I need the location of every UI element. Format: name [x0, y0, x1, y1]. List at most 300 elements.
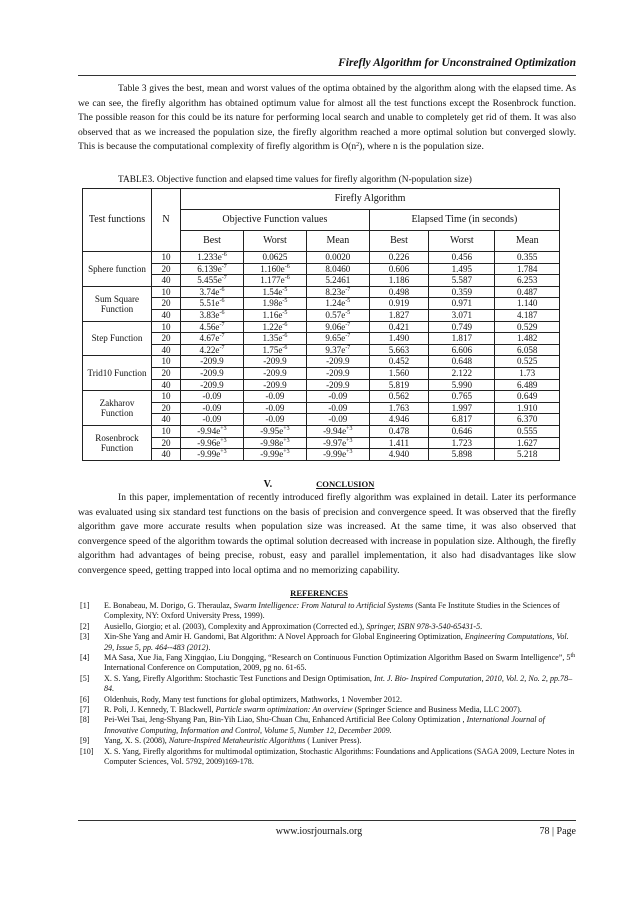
objective-best-cell — [181, 402, 244, 414]
time-worst-cell: 0.359 — [429, 286, 495, 298]
time-best-cell: 1.411 — [369, 437, 428, 449]
reference-text: R. Poli, J. Kennedy, T. Blackwell, — [104, 705, 216, 715]
time-mean-cell: 1.784 — [495, 263, 560, 275]
objective-worst-cell-value: -209.9 — [263, 356, 287, 367]
population-size-cell: 10 — [152, 321, 181, 333]
objective-mean-cell-exponent: -7 — [345, 321, 351, 328]
time-best-cell: 1.763 — [369, 402, 428, 414]
objective-worst-cell-exponent: -5 — [282, 286, 288, 293]
population-size-cell: 20 — [152, 367, 181, 379]
objective-mean-cell-value: 0.0020 — [325, 252, 351, 262]
reference-item — [80, 622, 576, 632]
objective-best-cell — [181, 449, 244, 461]
time-best-cell: 1.560 — [369, 367, 428, 379]
objective-mean-cell-exponent: -7 — [345, 344, 351, 351]
time-best-cell: 0.562 — [369, 391, 428, 403]
objective-mean-cell-value: -209.9 — [326, 356, 350, 367]
conclusion-paragraph — [78, 491, 576, 579]
time-best-cell: 0.226 — [369, 252, 428, 264]
objective-mean-cell-value: -9.97e — [323, 437, 347, 448]
objective-mean-cell-value: 8.0460 — [325, 263, 351, 274]
reference-item — [80, 736, 576, 746]
population-size-cell: 40 — [152, 414, 181, 426]
time-mean-cell: 0.529 — [495, 321, 560, 333]
time-best-cell: 0.606 — [369, 263, 428, 275]
objective-best-cell — [181, 275, 244, 287]
objective-mean-cell — [306, 298, 369, 310]
objective-mean-cell-value: 5.2461 — [325, 275, 351, 286]
reference-text: MA Sasa, Xue Jia, Fang Xingqiao, Liu Dongqing, “Research on Continuous Function Optimization Algorithm Based on Swarm Intelligence”, 5 — [104, 653, 571, 663]
objective-best-cell — [181, 414, 244, 426]
objective-best-cell-exponent: +3 — [220, 425, 227, 432]
objective-mean-cell-value: -209.9 — [326, 367, 350, 378]
time-mean-cell: 1.627 — [495, 437, 560, 449]
time-mean-cell: 0.487 — [495, 286, 560, 298]
time-worst-cell: 1.495 — [429, 263, 495, 275]
header-obj-mean: Mean — [306, 231, 369, 252]
objective-mean-cell — [306, 449, 369, 461]
objective-worst-cell-value: 1.98e — [262, 298, 283, 309]
reference-item — [80, 747, 576, 768]
objective-worst-cell-exponent: -6 — [284, 263, 290, 270]
objective-best-cell — [181, 286, 244, 298]
time-best-cell: 4.946 — [369, 414, 428, 426]
population-size-cell: 10 — [152, 252, 181, 264]
objective-best-cell-value: -9.94e — [197, 425, 221, 436]
time-mean-cell: 6.058 — [495, 344, 560, 356]
objective-best-cell-value: 5.455e — [197, 275, 222, 286]
objective-best-cell — [181, 309, 244, 321]
objective-mean-cell-value: 8.23e — [325, 286, 346, 297]
reference-text: ( Luniver Press). — [305, 736, 362, 746]
objective-worst-cell — [243, 333, 306, 345]
time-worst-cell: 0.971 — [429, 298, 495, 310]
time-worst-cell: 0.648 — [429, 356, 495, 368]
objective-best-cell — [181, 425, 244, 437]
reference-item — [80, 653, 576, 674]
time-best-cell: 0.452 — [369, 356, 428, 368]
population-size-cell: 40 — [152, 379, 181, 391]
references-list — [80, 601, 576, 768]
objective-best-cell-value: 1.233e — [197, 252, 222, 262]
objective-worst-cell-value: -0.09 — [265, 414, 285, 425]
time-worst-cell: 1.817 — [429, 333, 495, 345]
objective-mean-cell — [306, 367, 369, 379]
time-best-cell: 1.490 — [369, 333, 428, 345]
header-rule — [78, 75, 576, 76]
footer-url: www.iosrjournals.org — [275, 826, 363, 837]
population-size-cell: 10 — [152, 356, 181, 368]
objective-best-cell-value: -0.09 — [202, 414, 222, 425]
objective-best-cell — [181, 437, 244, 449]
objective-best-cell-exponent: -7 — [219, 333, 225, 340]
reference-item — [80, 674, 576, 695]
objective-worst-cell — [243, 367, 306, 379]
objective-worst-cell-value: -9.95e — [260, 425, 284, 436]
objective-worst-cell-exponent: -5 — [282, 309, 288, 316]
time-mean-cell: 1.482 — [495, 333, 560, 345]
table-row — [83, 437, 560, 449]
population-size-cell: 20 — [152, 298, 181, 310]
population-size-cell: 20 — [152, 263, 181, 275]
objective-worst-cell-value: 1.75e — [262, 344, 283, 355]
objective-best-cell-value: 4.22e — [199, 344, 220, 355]
footer-page-number: 78 | Page — [539, 826, 576, 837]
time-worst-cell: 5.587 — [429, 275, 495, 287]
time-best-cell: 0.498 — [369, 286, 428, 298]
header-test-functions: Test functions — [83, 189, 152, 252]
objective-worst-cell-value: 1.16e — [262, 309, 283, 320]
reference-text: E. Bonabeau, M. Dorigo, G. Theraulaz, — [104, 601, 234, 610]
time-mean-cell: 5.218 — [495, 449, 560, 461]
reference-text: . — [208, 642, 211, 652]
objective-mean-cell — [306, 286, 369, 298]
objective-best-cell — [181, 344, 244, 356]
table-caption: TABLE3. Objective function and elapsed time values for firefly algorithm (N-population size) — [118, 175, 472, 185]
table-row — [83, 309, 560, 321]
header-time-mean: Mean — [495, 231, 560, 252]
population-size-cell: 20 — [152, 333, 181, 345]
objective-mean-cell-value: 1.24e — [325, 298, 346, 309]
reference-text: Pei-Wei Tsai, Jeng-Shyang Pan, Bin-Yih Liao, Shu-Chuan Chu, Enhanced Artificial Bee Colony Optimization , — [104, 715, 467, 725]
objective-mean-cell-value: -9.99e — [323, 449, 347, 460]
time-best-cell: 1.186 — [369, 275, 428, 287]
objective-mean-cell-value: -0.09 — [328, 402, 348, 413]
objective-mean-cell — [306, 344, 369, 356]
reference-number: [8] — [80, 715, 90, 725]
time-worst-cell: 2.122 — [429, 367, 495, 379]
objective-best-cell-value: -209.9 — [200, 379, 224, 390]
objective-worst-cell-exponent: +3 — [283, 437, 290, 444]
reference-text: Particle swarm optimization: An overview — [215, 705, 353, 715]
objective-worst-cell-value: -209.9 — [263, 379, 287, 390]
reference-text: (Springer Science and Business Media, LLC 2007). — [352, 705, 522, 715]
reference-text: Nature-Inspired Metaheuristic Algorithms — [168, 736, 306, 746]
section-title: CONCLUSION — [316, 479, 375, 489]
reference-text: Int. J. Bio- Inspired Computation, 2010, Vol. 2, No. 2, pp.78–84. — [104, 673, 573, 694]
objective-worst-cell — [243, 286, 306, 298]
objective-best-cell-exponent: -6 — [219, 286, 225, 293]
objective-worst-cell — [243, 275, 306, 287]
population-size-cell: 20 — [152, 402, 181, 414]
time-best-cell: 0.478 — [369, 425, 428, 437]
conclusion-heading — [0, 479, 638, 490]
header-time-best: Best — [369, 231, 428, 252]
objective-mean-cell-exponent: +3 — [346, 449, 353, 456]
reference-number: [5] — [80, 673, 90, 683]
time-worst-cell: 0.646 — [429, 425, 495, 437]
objective-mean-cell-exponent: +3 — [346, 437, 353, 444]
objective-mean-cell — [306, 414, 369, 426]
time-worst-cell: 6.817 — [429, 414, 495, 426]
time-worst-cell: 6.606 — [429, 344, 495, 356]
objective-mean-cell-exponent: +3 — [346, 425, 353, 432]
header-objective: Objective Function values — [181, 210, 370, 231]
objective-worst-cell-value: 1.35e — [262, 333, 283, 344]
header-obj-best: Best — [181, 231, 244, 252]
objective-best-cell — [181, 333, 244, 345]
reference-number: [7] — [80, 705, 90, 715]
table-row — [83, 356, 560, 368]
table-row — [83, 402, 560, 414]
table-row — [83, 275, 560, 287]
objective-worst-cell-value: 1.160e — [260, 263, 285, 274]
objective-mean-cell-value: 9.37e — [325, 344, 346, 355]
population-size-cell: 20 — [152, 437, 181, 449]
table-row — [83, 286, 560, 298]
objective-mean-cell — [306, 437, 369, 449]
objective-mean-cell-value: 0.57e — [325, 309, 346, 320]
table-row — [83, 391, 560, 403]
objective-best-cell-exponent: -6 — [221, 252, 227, 258]
objective-worst-cell — [243, 437, 306, 449]
time-mean-cell: 1.910 — [495, 402, 560, 414]
objective-best-cell — [181, 367, 244, 379]
objective-worst-cell — [243, 263, 306, 275]
objective-best-cell-exponent: -6 — [219, 298, 225, 305]
objective-mean-cell — [306, 275, 369, 287]
objective-worst-cell — [243, 309, 306, 321]
time-worst-cell: 0.749 — [429, 321, 495, 333]
objective-best-cell-value: 3.74e — [199, 286, 220, 297]
reference-item — [80, 695, 576, 705]
time-mean-cell: 6.370 — [495, 414, 560, 426]
function-name-cell: Sphere function — [83, 252, 152, 287]
time-worst-cell: 0.456 — [429, 252, 495, 264]
objective-mean-cell-value: 9.06e — [325, 321, 346, 332]
objective-worst-cell — [243, 391, 306, 403]
population-size-cell: 10 — [152, 286, 181, 298]
objective-mean-cell — [306, 425, 369, 437]
population-size-cell: 10 — [152, 391, 181, 403]
reference-text: Yang, X. S. (2008), — [104, 736, 169, 746]
reference-item — [80, 715, 576, 736]
objective-mean-cell-exponent: -7 — [345, 286, 351, 293]
objective-best-cell-exponent: +3 — [220, 449, 227, 456]
header-n: N — [152, 189, 181, 252]
reference-number: [9] — [80, 736, 90, 746]
reference-number: [2] — [80, 621, 90, 631]
reference-text: X. S. Yang, Firefly algorithms for multimodal optimization, Stochastic Algorithms: Foundations and Applications (SAGA 2009, Lecture Notes in Computer Sciences, Vol. 5792, 2009)169-178. — [104, 746, 575, 767]
function-name-cell: Step Function — [83, 321, 152, 356]
objective-best-cell-value: 3.83e — [199, 309, 220, 320]
objective-best-cell — [181, 298, 244, 310]
time-mean-cell: 1.73 — [495, 367, 560, 379]
objective-worst-cell-exponent: +3 — [283, 425, 290, 432]
reference-number: [1] — [80, 601, 90, 610]
objective-worst-cell — [243, 402, 306, 414]
objective-best-cell — [181, 252, 244, 264]
objective-best-cell — [181, 263, 244, 275]
objective-best-cell-exponent: -7 — [221, 275, 227, 282]
objective-mean-cell-value: -9.94e — [323, 425, 347, 436]
reference-text: Engineering Computations, Vol. 29, Issue 5, pp. 464--483 (2012) — [104, 632, 569, 652]
objective-worst-cell-value: 0.0625 — [262, 252, 288, 262]
references-heading: REFERENCES — [290, 588, 348, 598]
reference-text: Xin-She Yang and Amir H. Gandomi, Bat Algorithm: A Novel Approach for Global Engineering Optimization, — [104, 632, 465, 642]
table-row — [83, 425, 560, 437]
objective-worst-cell-exponent: -6 — [284, 275, 290, 282]
objective-worst-cell-exponent: +3 — [283, 449, 290, 456]
table-row — [83, 252, 560, 264]
time-worst-cell: 5.990 — [429, 379, 495, 391]
objective-worst-cell-exponent: -6 — [282, 333, 288, 340]
population-size-cell: 40 — [152, 449, 181, 461]
time-worst-cell: 0.765 — [429, 391, 495, 403]
reference-text: X. S. Yang, Firefly Algorithm: Stochastic Test Functions and Design Optimisation, — [104, 673, 374, 683]
objective-mean-cell — [306, 321, 369, 333]
intro-tail: ), where n is the population size. — [359, 141, 484, 153]
reference-item — [80, 632, 576, 653]
objective-mean-cell — [306, 333, 369, 345]
objective-best-cell-exponent: +3 — [220, 437, 227, 444]
objective-best-cell-value: -0.09 — [202, 402, 222, 413]
reference-number: [6] — [80, 694, 90, 704]
reference-text: Ausiello, Giorgio; et al. (2003), Complexity and Approximation (Corrected ed.), — [104, 621, 367, 631]
time-best-cell: 0.919 — [369, 298, 428, 310]
table-row — [83, 263, 560, 275]
table-row — [83, 449, 560, 461]
reference-text: th — [570, 653, 576, 660]
time-best-cell: 0.421 — [369, 321, 428, 333]
objective-worst-cell-value: -9.98e — [260, 437, 284, 448]
objective-worst-cell — [243, 321, 306, 333]
time-mean-cell: 6.489 — [495, 379, 560, 391]
objective-worst-cell-exponent: -5 — [282, 298, 288, 305]
objective-best-cell — [181, 321, 244, 333]
objective-worst-cell — [243, 356, 306, 368]
reference-text: Swarm Intelligence: From Natural to Artificial Systems — [233, 601, 414, 610]
reference-text: . — [480, 621, 483, 631]
objective-mean-cell — [306, 263, 369, 275]
objective-worst-cell — [243, 425, 306, 437]
time-best-cell: 5.663 — [369, 344, 428, 356]
objective-mean-cell — [306, 356, 369, 368]
objective-best-cell-value: -209.9 — [200, 356, 224, 367]
header-firefly-algorithm: Firefly Algorithm — [181, 189, 560, 210]
objective-worst-cell-exponent: -6 — [282, 344, 288, 351]
reference-number: [3] — [80, 632, 90, 642]
objective-worst-cell — [243, 379, 306, 391]
objective-worst-cell — [243, 414, 306, 426]
function-name-cell: Trid10 Function — [83, 356, 152, 391]
objective-worst-cell-value: 1.22e — [262, 321, 283, 332]
objective-mean-cell — [306, 379, 369, 391]
objective-mean-cell-exponent: -7 — [345, 333, 351, 340]
population-size-cell: 40 — [152, 344, 181, 356]
time-best-cell: 4.940 — [369, 449, 428, 461]
time-worst-cell: 1.723 — [429, 437, 495, 449]
objective-worst-cell — [243, 298, 306, 310]
objective-mean-cell-value: -209.9 — [326, 379, 350, 390]
table-row — [83, 344, 560, 356]
population-size-cell: 10 — [152, 425, 181, 437]
objective-best-cell — [181, 379, 244, 391]
objective-best-cell — [181, 356, 244, 368]
objective-worst-cell — [243, 344, 306, 356]
time-worst-cell: 1.997 — [429, 402, 495, 414]
section-number: V. — [263, 479, 273, 490]
objective-worst-cell-exponent: -6 — [282, 321, 288, 328]
results-table — [82, 188, 560, 461]
reference-number: [10] — [80, 746, 94, 756]
time-mean-cell: 0.525 — [495, 356, 560, 368]
conclusion-text: In this paper, implementation of recently introduced firefly algorithm was explained in detail. Later its performance was evaluated using six standard test functions on the basis of precision and convergence speed. It was observed that the firefly algorithm gave more accurate results when population size was increased. At the same time, it was also observed that convergence speed of the algorithm towards the optimal solution decreased with increase in population size. Although, the firefly algorithm had advantages of being precise, robust, easy and parallel implementation, it also had disadvantages like slow convergence speed, getting trapped into local optima and no memorizing capability. — [78, 492, 576, 576]
reference-item — [80, 601, 576, 622]
time-mean-cell: 4.187 — [495, 309, 560, 321]
header-time-worst: Worst — [429, 231, 495, 252]
header-obj-worst: Worst — [243, 231, 306, 252]
results-table-body — [83, 252, 560, 461]
time-mean-cell: 6.253 — [495, 275, 560, 287]
reference-text: Oldenhuis, Rody, Many test functions for global optimizers, Mathworks, 1 November 2012. — [104, 694, 403, 704]
objective-best-cell-value: 6.139e — [197, 263, 222, 274]
header-elapsed-time: Elapsed Time (in seconds) — [369, 210, 559, 231]
table-row — [83, 379, 560, 391]
time-mean-cell: 0.555 — [495, 425, 560, 437]
objective-mean-cell-value: 9.65e — [325, 333, 346, 344]
objective-mean-cell-exponent: -5 — [345, 298, 351, 305]
reference-text: Springer, ISBN 978-3-540-65431-5 — [366, 621, 481, 631]
reference-text: International Conference on Computation, 2009, pg no. 61-65. — [104, 663, 307, 673]
function-name-cell: Rosenbrock Function — [83, 425, 152, 460]
objective-best-cell-value: -9.99e — [197, 449, 221, 460]
objective-best-cell — [181, 391, 244, 403]
objective-mean-cell-value: -0.09 — [328, 391, 348, 402]
objective-worst-cell — [243, 252, 306, 264]
objective-worst-cell-value: 1.54e — [262, 286, 283, 297]
objective-worst-cell-value: -9.99e — [260, 449, 284, 460]
objective-best-cell-exponent: -7 — [221, 263, 227, 270]
objective-best-cell-value: -0.09 — [202, 391, 222, 402]
objective-best-cell-exponent: -7 — [219, 344, 225, 351]
objective-mean-cell — [306, 309, 369, 321]
objective-worst-cell-value: -0.09 — [265, 402, 285, 413]
footer-rule — [78, 820, 576, 821]
table-row — [83, 298, 560, 310]
time-mean-cell: 0.355 — [495, 252, 560, 264]
objective-best-cell-exponent: -7 — [219, 321, 225, 328]
function-name-cell: Sum Square Function — [83, 286, 152, 321]
running-head: Firefly Algorithm for Unconstrained Optimization — [338, 57, 576, 69]
intro-paragraph — [78, 82, 576, 155]
intro-superscript: 2 — [356, 142, 360, 149]
reference-text: (Santa Fe Institute Studies in the Sciences of Complexity, NY: Oxford University Press, 1999). — [104, 601, 560, 621]
objective-worst-cell-value: -0.09 — [265, 391, 285, 402]
objective-mean-cell — [306, 252, 369, 264]
objective-best-cell-value: 5.51e — [199, 298, 220, 309]
reference-item — [80, 705, 576, 715]
reference-number: [4] — [80, 653, 90, 663]
time-best-cell: 5.819 — [369, 379, 428, 391]
intro-text: Table 3 gives the best, mean and worst values of the optima obtained by the algorithm along with the elapsed time. As we can see, the firefly algorithm has obtained optimum value for almost all the test functions except the Rosenbrock function. The possible reason for this could be its nature for performing local search and unable to completely get rid of them. It was also observed that as we increased the population size, the firefly algorithm reached a more optimal solution but converged slowly. This is because the computational complexity of firefly algorithm is O(n — [78, 83, 576, 153]
objective-best-cell-value: -209.9 — [200, 367, 224, 378]
table-row — [83, 321, 560, 333]
objective-worst-cell-value: -209.9 — [263, 367, 287, 378]
table-row — [83, 367, 560, 379]
population-size-cell: 40 — [152, 309, 181, 321]
objective-best-cell-value: 4.56e — [199, 321, 220, 332]
objective-mean-cell-exponent: -5 — [345, 309, 351, 316]
objective-worst-cell-value: 1.177e — [260, 275, 285, 286]
table-row — [83, 414, 560, 426]
objective-mean-cell — [306, 391, 369, 403]
objective-best-cell-exponent: -6 — [219, 309, 225, 316]
table-row — [83, 333, 560, 345]
objective-mean-cell-value: -0.09 — [328, 414, 348, 425]
objective-best-cell-value: -9.96e — [197, 437, 221, 448]
time-mean-cell: 0.649 — [495, 391, 560, 403]
